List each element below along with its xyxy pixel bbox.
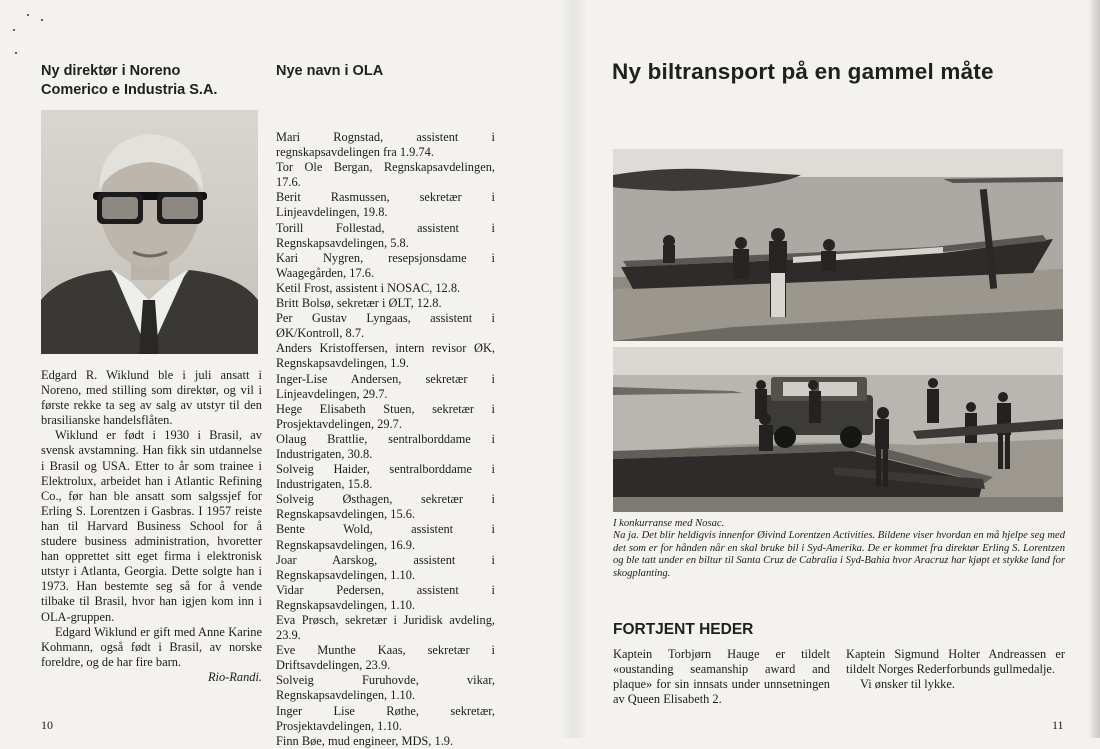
- name-entry: Kari Nygren, resepsjonsdame i Waagegården, 17.6.: [276, 250, 495, 280]
- name-entry: Inger-Lise Andersen, sekretær i Linjeavdelingen, 29.7.: [276, 371, 495, 401]
- car-transport-title: Ny biltransport på en gammel måte: [612, 59, 994, 84]
- caption-body: Na ja. Det blir heldigvis innenfor Øivind Lorentzen Activities. Bildene viser hvordan en må hjelpe seg med det som er for hånden når en skal bruke bil i Syd-Amerika. De er kommet fra direktør Erling S. Lorentzen og ble tatt under en biltur til Santa Cruz de Cabralia i Syd-Bahia hvor Aracruz har kjøpt et stykke land for skogplanting.: [613, 530, 1065, 579]
- page-gutter: [560, 0, 588, 738]
- print-speck: [13, 29, 15, 31]
- name-entry: Ketil Frost, assistent i NOSAC, 12.8.: [276, 280, 461, 295]
- name-entry: Berit Rasmussen, sekretær i Linjeavdelingen, 19.8.: [276, 190, 495, 220]
- name-entry: Olaug Brattlie, sentralborddame i Industrigaten, 30.8.: [276, 431, 495, 461]
- raft-illustration: [613, 149, 1063, 341]
- name-entry: Inger Lise Røthe, sekretær, Prosjektavdelingen, 1.10.: [276, 703, 495, 733]
- name-entry: Hege Elisabeth Stuen, sekretær i Prosjektavdelingen, 29.7.: [276, 401, 495, 431]
- article-paragraph: Vi ønsker til lykke.: [860, 677, 955, 692]
- portrait-photo: [41, 110, 258, 354]
- photo-caption: [613, 518, 1065, 580]
- page-number-right: 11: [1052, 718, 1064, 732]
- award-article-title: FORTJENT HEDER: [613, 621, 754, 638]
- title-line: Ny direktør i Noreno: [41, 63, 181, 79]
- award-article-col1: [613, 647, 830, 707]
- article-paragraph: Wiklund er født i 1930 i Brasil, av svensk avstamning. Han fikk sin utdannelse i Brasil og USA. Etter to år som trainee i Elektrolux, arbeidet han i Atlantic Refining Co., før han ble ansatt som salgssjef for Erling S. Lorentzen i Gasbras. I 1957 reiste han til Harvard Business School for å studere business administration, hvoretter han opprettet sitt eget firma i elektronisk utstyr i Atlanta, Georgia. Dette solgte han i 1973. Han bestemte seg så for å vende tilbake til Brasil, hvor han igjen kom inn i OLA-gruppen.: [41, 428, 262, 624]
- wiklund-article-title: [41, 62, 217, 100]
- article-paragraph: Edgard Wiklund er gift med Anne Karine Kohmann, også født i Brasil, av norske foreldre, og de har fire barn.: [41, 624, 262, 669]
- car-raft-illustration: [613, 347, 1063, 512]
- new-names-list: [276, 130, 495, 749]
- print-speck: [41, 19, 43, 21]
- article-paragraph: Kaptein Sigmund Holter Andreassen er tildelt Norges Rederforbunds gullmedalje.: [846, 647, 1065, 677]
- wiklund-article-body: [41, 368, 262, 685]
- print-speck: [15, 52, 17, 54]
- title-line: Comerico e Industria S.A.: [41, 82, 218, 98]
- page-edge-shadow: [1088, 0, 1100, 738]
- name-entry: Tor Ole Bergan, Regnskapsavdelingen, 17.6.: [276, 160, 495, 190]
- name-entry: Eve Munthe Kaas, sekretær i Driftsavdelingen, 23.9.: [276, 643, 495, 673]
- award-article-col2: [846, 647, 1065, 692]
- name-entry: Mari Rognstad, assistent i regnskapsavdelingen fra 1.9.74.: [276, 130, 495, 160]
- name-entry: Britt Bolsø, sekretær i ØLT, 12.8.: [276, 296, 442, 311]
- raft-photo-top: [613, 149, 1063, 341]
- name-entry: Eva Prøsch, sekretær i Juridisk avdeling, 23.9.: [276, 613, 495, 643]
- name-entry: Finn Bøe, mud engineer, MDS, 1.9.: [276, 733, 454, 748]
- article-paragraph: Kaptein Torbjørn Hauge er tildelt «oustanding seamanship award and plaque» for sin innsats under unnsetningen av Queen Elisabeth 2.: [613, 647, 830, 707]
- name-entry: Anders Kristoffersen, intern revisor ØK, Regnskapsavdelingen, 1.9.: [276, 341, 495, 371]
- article-signature: Rio-Randi.: [207, 669, 262, 684]
- page-number-left: 10: [41, 718, 53, 732]
- name-entry: Torill Follestad, assistent i Regnskapsavdelingen, 5.8.: [276, 220, 495, 250]
- portrait-illustration: [41, 110, 258, 354]
- print-speck: [27, 14, 29, 16]
- name-entry: Vidar Pedersen, assistent i Regnskapsavdelingen, 1.10.: [276, 582, 495, 612]
- name-entry: Bente Wold, assistent i Regnskapsavdelingen, 16.9.: [276, 522, 495, 552]
- caption-lead: I konkurranse med Nosac.: [613, 518, 725, 529]
- article-paragraph: Edgard R. Wiklund ble i juli ansatt i Noreno, med stilling som direktør, og vil i første rekke ta seg av salg av utstyr til den brasilianske handelsflåten.: [41, 368, 262, 428]
- name-entry: Per Gustav Lyngaas, assistent i ØK/Kontroll, 8.7.: [276, 311, 495, 341]
- name-entry: Solveig Østhagen, sekretær i Regnskapsavdelingen, 15.6.: [276, 492, 495, 522]
- new-names-title: Nye navn i OLA: [276, 63, 384, 79]
- name-entry: Solveig Furuhovde, vikar, Regnskapsavdelingen, 1.10.: [276, 673, 495, 703]
- name-entry: Solveig Haider, sentralborddame i Industrigaten, 15.8.: [276, 462, 495, 492]
- name-entry: Joar Aarskog, assistent i Regnskapsavdelingen, 1.10.: [276, 552, 495, 582]
- car-raft-photo: [613, 347, 1063, 512]
